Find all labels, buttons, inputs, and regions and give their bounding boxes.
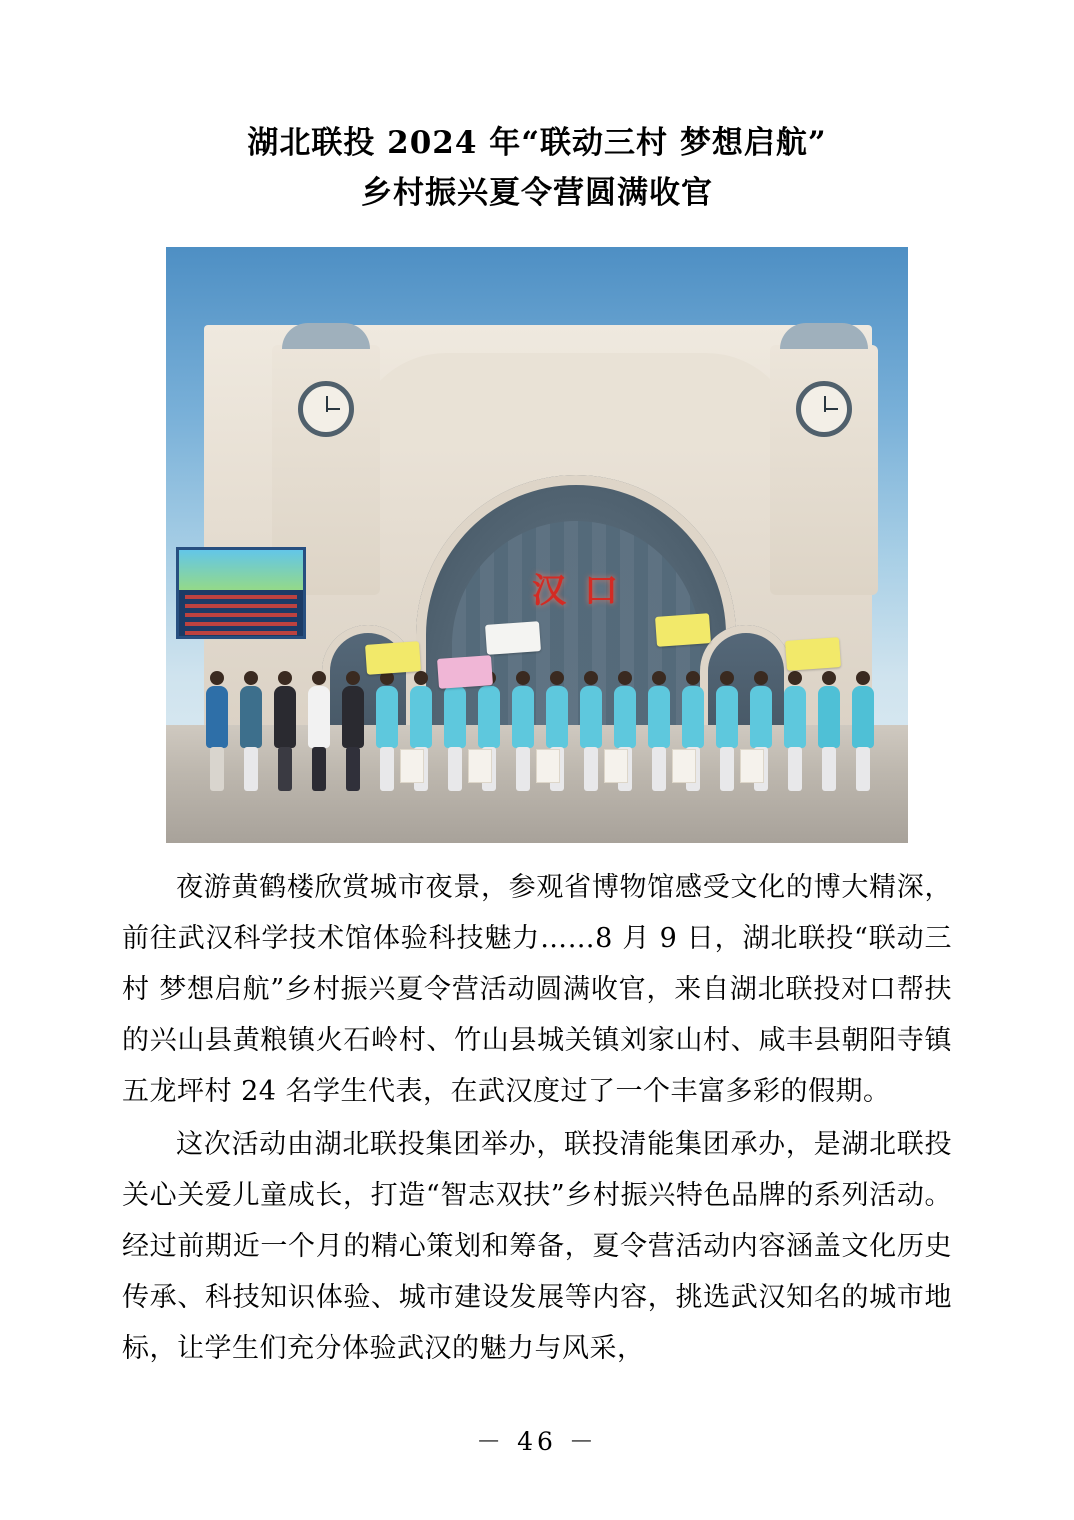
camp-banner	[785, 637, 841, 671]
clock-icon	[796, 381, 852, 437]
paragraph-1: 夜游黄鹤楼欣赏城市夜景，参观省博物馆感受文化的博大精深，前往武汉科学技术馆体验科技魅力……8 月 9 日，湖北联投“联动三村 梦想启航”乡村振兴夏令营活动圆满收官，来自湖北联投对口帮扶的兴山县黄粮镇火石岭村、竹山县城关镇刘家山村、咸丰县朝阳寺镇五龙坪村 24 名学生代表，在武汉度过了一个丰富多彩的假期。	[122, 872, 952, 1107]
station-sign-char-2: 口	[584, 570, 618, 611]
article-body	[122, 862, 952, 1376]
title-line-1: 湖北联投 2024 年“联动三村 梦想启航”	[247, 125, 827, 161]
article-photo	[166, 247, 908, 843]
station-sign-char-1: 汉	[532, 570, 566, 611]
clock-tower-right	[770, 345, 878, 595]
tower-roof-left	[282, 323, 370, 349]
title-line-2: 乡村振兴夏令营圆满收官	[361, 175, 713, 211]
camp-banner	[437, 655, 493, 689]
camp-banner	[365, 641, 421, 675]
building-arch-roof	[354, 353, 798, 445]
group-photo-crowd	[186, 605, 892, 791]
camp-banner	[485, 621, 541, 655]
paragraph-2: 这次活动由湖北联投集团举办，联投清能集团承办，是湖北联投关心关爱儿童成长，打造“智志双扶”乡村振兴特色品牌的系列活动。经过前期近一个月的精心策划和筹备，夏令营活动内容涵盖文化历史传承、科技知识体验、城市建设发展等内容，挑选武汉知名的城市地标，让学生们充分体验武汉的魅力与风采，	[122, 1129, 952, 1364]
page-number: － 46 －	[476, 1427, 598, 1456]
tower-roof-right	[780, 323, 868, 349]
page-title	[120, 118, 954, 218]
station-name-sign	[500, 563, 650, 611]
camp-banner	[655, 613, 711, 647]
clock-icon	[298, 381, 354, 437]
